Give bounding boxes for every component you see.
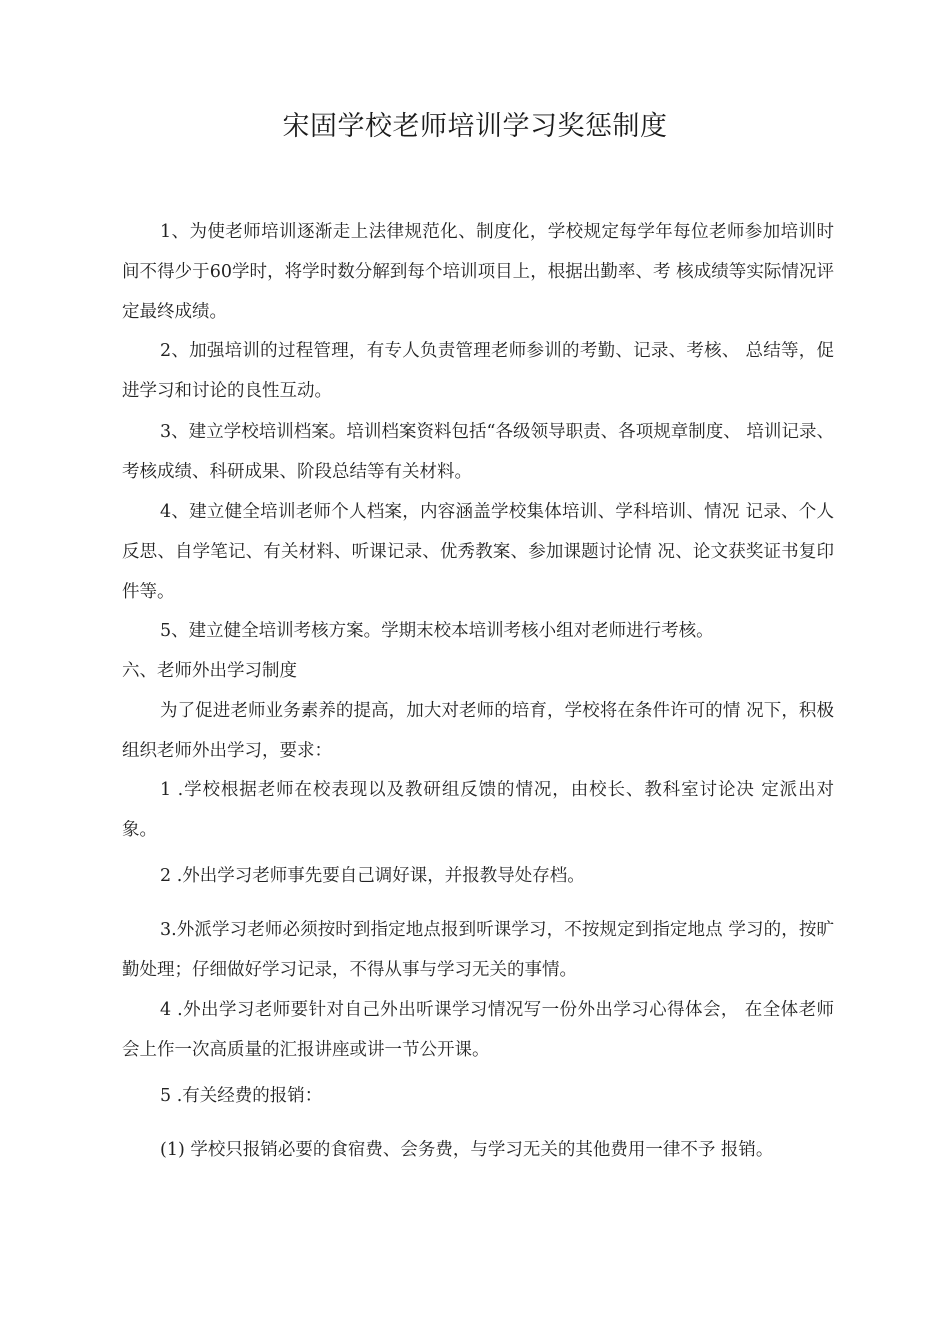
paragraph-8-block xyxy=(122,856,834,896)
paragraph-2-block xyxy=(122,331,834,411)
paragraph-item-5: 5、建立健全培训考核方案。学期末校本培训考核小组对老师进行考核。 xyxy=(160,621,714,641)
paragraph-3-block xyxy=(122,412,834,492)
paragraph-item-4: 4、建立健全培训老师个人档案，内容涵盖学校集体培训、学科培训、情况 记录、个人反思、自学笔记、有关材料、听课记录、优秀教案、参加课题讨论情 况、论文获奖证书复印件等。 xyxy=(122,502,834,602)
paragraph-item-9: 3.外派学习老师必须按时到指定地点报到听课学习，不按规定到指定地点 学习的，按旷勤处理；仔细做好学习记录，不得从事与学习无关的事情。 xyxy=(122,920,834,980)
paragraph-item-11: 5 .有关经费的报销： xyxy=(160,1086,323,1106)
paragraph-6-block xyxy=(122,691,834,771)
paragraph-item-10: 4 .外出学习老师要针对自己外出听课学习情况写一份外出学习心得体会， 在全体老师会上作一次高质量的汇报讲座或讲一节公开课。 xyxy=(122,1000,834,1060)
paragraph-5-block xyxy=(122,611,834,651)
paragraph-item-6: 为了促进老师业务素养的提高，加大对老师的培育，学校将在条件许可的情 况下，积极组织老师外出学习，要求： xyxy=(122,701,834,761)
paragraph-12-block xyxy=(122,1130,834,1170)
paragraph-7-block xyxy=(122,770,834,850)
section-heading-block xyxy=(122,651,834,691)
document-title: 宋固学校老师培训学习奖惩制度 xyxy=(282,111,668,142)
paragraph-item-8: 2 .外出学习老师事先要自己调好课，并报教导处存档。 xyxy=(160,866,585,886)
paragraph-item-1: 1、为使老师培训逐渐走上法律规范化、制度化，学校规定每学年每位老师参加培训时间不得少于60学时，将学时数分解到每个培训项目上，根据出勤率、考 核成绩等实际情况评定最终成绩。 xyxy=(122,222,834,322)
paragraph-9-block xyxy=(122,910,834,990)
section-heading: 六、老师外出学习制度 xyxy=(122,661,297,681)
paragraph-item-7: 1 .学校根据老师在校表现以及教研组反馈的情况，由校长、教科室讨论决 定派出对象。 xyxy=(122,780,834,840)
paragraph-10-block xyxy=(122,990,834,1070)
paragraph-1-block xyxy=(122,212,834,332)
paragraph-11-block xyxy=(122,1076,834,1116)
paragraph-item-2: 2、加强培训的过程管理，有专人负责管理老师参训的考勤、记录、考核、 总结等，促进学习和讨论的良性互动。 xyxy=(122,341,834,401)
paragraph-item-12: (1) 学校只报销必要的食宿费、会务费，与学习无关的其他费用一律不予 报销。 xyxy=(160,1140,774,1160)
paragraph-item-3: 3、建立学校培训档案。培训档案资料包括“各级领导职责、各项规章制度、 培训记录、考核成绩、科研成果、阶段总结等有关材料。 xyxy=(122,422,834,482)
paragraph-4-block xyxy=(122,492,834,612)
